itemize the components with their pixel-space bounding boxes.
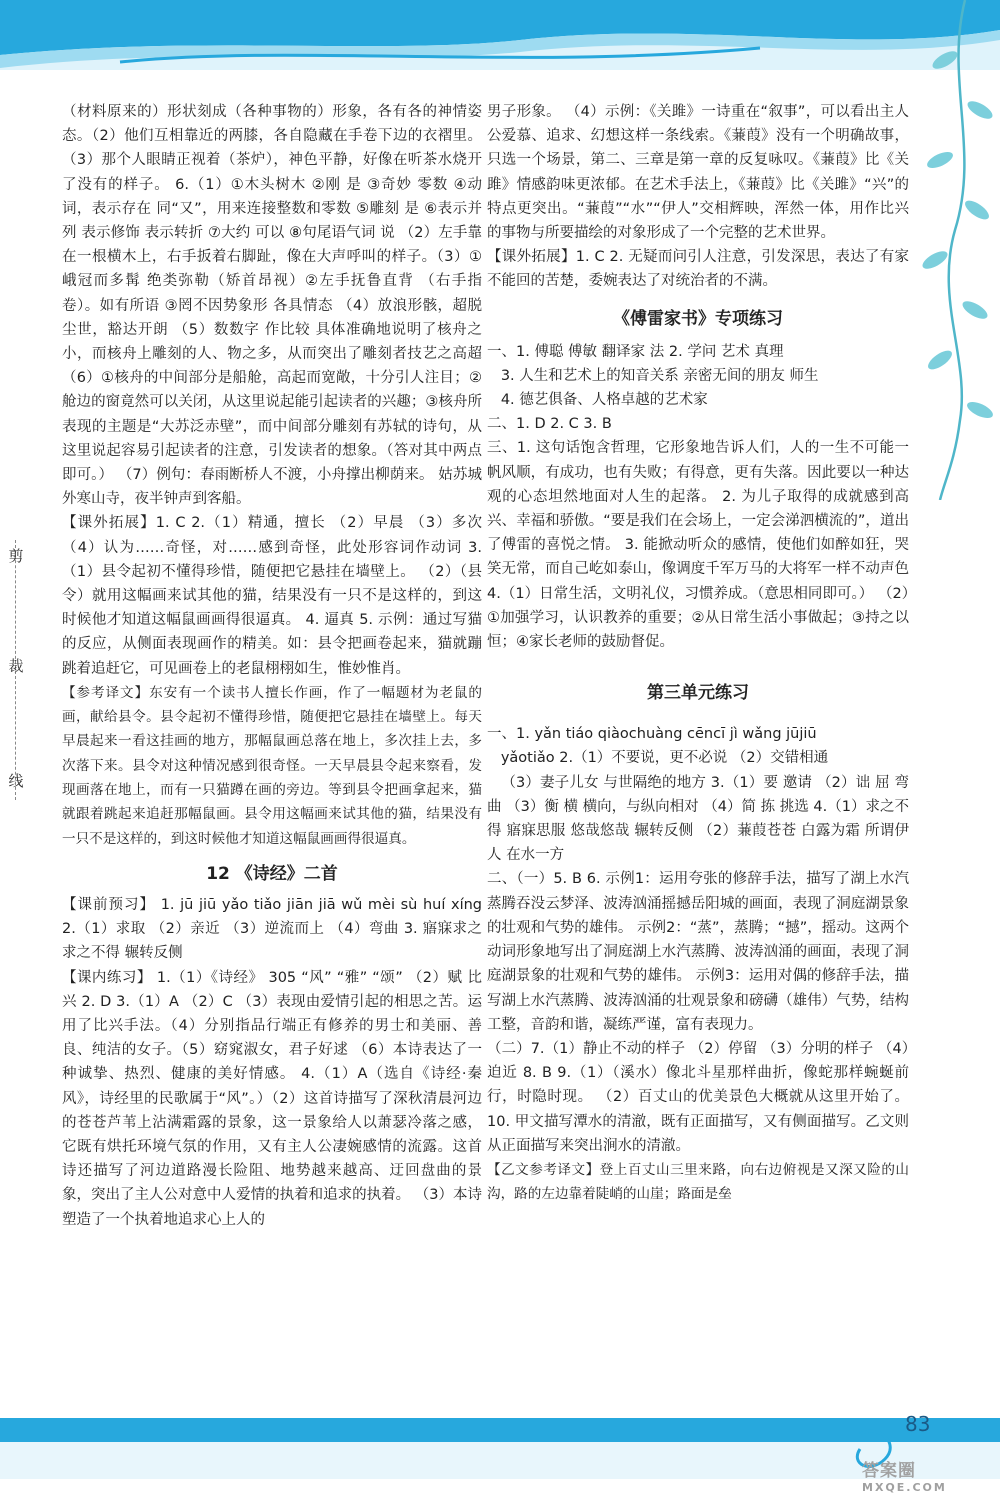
- answer-block-1: （材料原来的）形状刻成（各种事物的）形象，各有各的神情姿态。（2）他们互相靠近的两膝，各自隐藏在手卷下边的衣褶里。（3）那个人眼睛正视着（茶炉），神色平静，好像在听茶水烧开了没有的样子。 6.（1）①木头树木 ②刚 是 ③奇妙 零数 ④动词，表示存在 同“又”，用来连接整数和零数 ⑤雕刻 是 ⑥表示并列 表示修饰 表示转折 ⑦大约 可以 ⑧句尾语气词 说 （2）左手靠在一根横木上，右手扳着右脚趾，像在大声呼叫的样子。（3）①峨冠而多髯 绝类弥勒（矫首昂视）②左手抚鲁直背 （右手指卷）。如有所语 ③罔不因势象形 各具情态 （4）放浪形骸，超脱尘世，豁达开朗 （5）数数字 作比较 具体准确地说明了核舟之小，而核舟上雕刻的人、物之多，从而突出了雕刻者技艺之高超 （6）①核舟的中间部分是船舱，高起而宽敞，十分引人注目；②舱边的窗竟然可以关闭，从这里说起能引起读者的兴趣；③核舟所表现的主题是“大苏泛赤壁”，而中间部分雕刻有苏轼的诗句，从这里说起容易引起读者的注意，引发读者的想象。（答对其中两点即可。） （7）例句：春雨断桥人不渡，小舟撑出柳荫来。 姑苏城外寒山寺，夜半钟声到客船。: [62, 104, 487, 508]
- watermark-text: [862, 1456, 947, 1494]
- cut-mark-1: 剪: [8, 547, 24, 565]
- watermark-url: MXQE.COM: [862, 1481, 947, 1494]
- unit3-answers: 一、1. yǎn tiáo qiàochuàng cēncī jì wǎng jūjiū yǎotiǎo 2.（1）不要说，更不必说 （2）交错相通 （3）妻子儿女 与世隔绝的地方 3.（1）要 邀请 （2）诎 屈 弯曲 （3）衡 横 横向，与纵向相对 （4）简 拣 挑选 4.（1）求之不得 寤寐思服 悠哉悠哉 辗转反侧 （2）蒹葭苍苍 白露为霜 所谓伊人 在水一方 二、（一）5. B 6. 示例1：运用夸张的修辞手法，描写了湖上水汽蒸腾吞没云梦泽、波涛汹涌摇撼岳阳城的画面，表现了洞庭湖景象的壮观和气势的雄伟。 示例2：“蒸”，蒸腾；“撼”，摇动。这两个动词形象地写出了洞庭湖上水汽蒸腾、波涛汹涌的画面，表现了洞庭湖景象的壮观和气势的雄伟。 示例3：运用对偶的修辞手法，描写湖上水汽蒸腾、波涛汹涌的壮观景象和磅礴（雄伟）气势，结构工整，音韵和谐，凝练严谨，富有表现力。 （二）7.（1）静止不动的样子 （2）停留 （3）分明的样子 （4）迫近 8. B 9.（1）（溪水）像北斗星那样曲折，像蛇那样蜿蜒前行，时隐时现。 （2）百丈山的优美景色大概就从这里开始了。 10. 甲文描写潭水的清澈，既有正面描写，又有侧面描写。乙文则从正面描写来突出涧水的清澈。: [487, 726, 910, 1154]
- extension-block: 【课外拓展】1. C 2.（1）精通，擅长 （2）早晨 （3）多次 （4）认为……奇怪，对……感到奇怪，此处形容词作动词 3.（1）县令起初不懂得珍惜，随便把它悬挂在墙壁上。 （2）（县令）就用这幅画来试其他的猫，结果没有一只不是这样的，到这时候他才知道这幅鼠画画得很逼真。 4. 逼真 5. 示例：通过写猫的反应，从侧面表现画作的精美。如：县令把画卷起来，猫就蹦跳着追赶它，可见画卷上的老鼠栩栩如生，惟妙惟肖。: [62, 515, 487, 677]
- fulei-answers: 一、1. 傅聪 傅敏 翻译家 法 2. 学问 艺术 真理 3. 人生和艺术上的知音关系 亲密无间的朋友 师生 4. 德艺俱备、人格卓越的艺术家 二、1. D 2. C 3. B 三、1. 这句话饱含哲理，它形象地告诉人们，人的一生不可能一帆风顺，有成功，也有失败；有得意，更有失落。因此要以一种达观的心态坦然地面对人生的起落。 2. 为儿子取得的成就感到高兴、幸福和骄傲。“要是我们在会场上，一定会涕泗横流的”，道出了傅雷的喜悦之情。 3. 能掀动听众的感情，使他们如醉如狂，哭笑无常，而自己屹如泰山，像调度千军万马的大将军一样不动声色 4.（1）日常生活，文明礼仪，习惯养成。（意思相同即可。） （2）①加强学习，认识教养的重要；②从日常生活小事做起；③持之以恒；④家长老师的鼓励督促。: [487, 343, 909, 651]
- right-column: [487, 100, 909, 1207]
- reference-translation: 【参考译文】东安有一个读书人擅长作画，作了一幅题材为老鼠的画，献给县令。县令起初不懂得珍惜，随便把它悬挂在墙壁上。每天早晨起来一看这挂画的地方，那幅鼠画总落在地上，多次挂上去，多次落下来。县令对这种情况感到很奇怪。一天早晨县令起来察看，发现画落在地上，而有一只猫蹲在画的旁边。等到县令把画拿起来，猫就跟着跳起来追赶那幅鼠画。县令用这幅画来试其他的猫，结果没有一只不是这样的，到这时候他才知道这幅鼠画画得很逼真。: [62, 684, 482, 847]
- section-title-unit3: 第三单元练习: [647, 683, 749, 704]
- in-class-block: 【课内练习】 1.（1）《诗经》 305 “风” “雅” “颂” （2）赋 比 兴 2. D 3.（1）A （2）C （3）表现由爱情引起的相思之苦。运用了比兴手法。（4）分别指品行端正有修养的男士和美丽、善良、纯洁的女子。（5）窈窕淑女，君子好逑 （6）本诗表达了一种诚挚、热烈、健康的美好情感。 4.（1）A（选自《诗经·秦风》，诗经里的民歌属于“风”。）（2）这首诗描写了深秋清晨河边的苍苍芦苇上沾满霜露的景象，这一景象给人以萧瑟冷落之感，它既有烘托环境气氛的作用，又有主人公凄婉感情的流露。这首诗还描写了河边道路漫长险阻、地势越来越高、迂回盘曲的景象，突出了主人公对意中人爱情的执着和追求的执着。 （3）本诗塑造了一个执着地追求心上人的: [62, 969, 487, 1228]
- watermark-brand: 答案圈: [862, 1461, 916, 1481]
- preview-block: 【课前预习】 1. jū jiū yǎo tiǎo jiān jiā wǔ mèi sù huí xíng 2.（1）求取 （2）亲近 （3）逆流而上 （4）弯曲 3. 寤寐求之 求之不得 辗转反侧: [62, 896, 487, 962]
- translation-yi: 【乙文参考译文】登上百丈山三里来路，向右边俯视是又深又险的山沟，路的左边靠着陡峭的山崖；路面是垒: [487, 1161, 909, 1203]
- extension-block-right: 【课外拓展】1. C 2. 无疑而问引人注意，引发深思，表达了有家不能回的苦楚，委婉表达了对统治者的不满。: [487, 249, 909, 290]
- cut-mark-2: 裁: [8, 657, 24, 675]
- section-title-shijing: 12 《诗经》二首: [206, 863, 338, 884]
- answer-continuation: 男子形象。 （4）示例：《关雎》一诗重在“叙事”，可以看出主人公爱慕、追求、幻想这样一条线索。《蒹葭》没有一个明确故事，只选一个场景，第二、三章是第一章的反复咏叹。《蒹葭》比《关雎》情感韵味更浓郁。在艺术手法上，《蒹葭》比《关雎》“兴”的特点更突出。“蒹葭”“水”“伊人”交相辉映，浑然一体，用作比兴的事物与所要描绘的对象形成了一个完整的艺术世界。: [487, 104, 909, 242]
- page-number: 83: [905, 1412, 931, 1436]
- top-wave-band: [0, 0, 1000, 90]
- left-column: [62, 100, 487, 1232]
- cut-mark-3: 线: [8, 772, 24, 790]
- section-title-fulei: 《傅雷家书》专项练习: [613, 308, 783, 329]
